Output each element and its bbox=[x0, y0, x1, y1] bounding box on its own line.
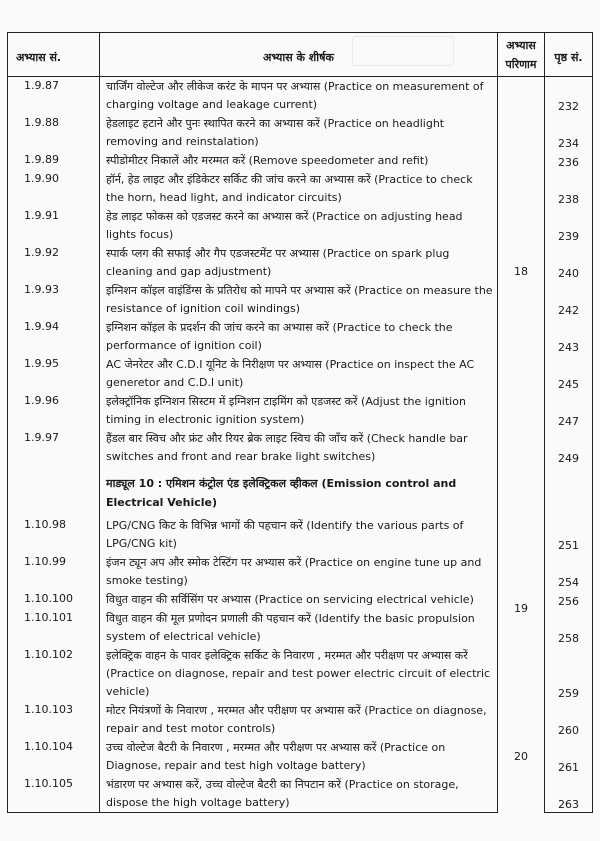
exercise-code: 1.10.100 bbox=[8, 590, 100, 609]
contents-table bbox=[7, 32, 593, 813]
header-title: अभ्यास के शीर्षक bbox=[100, 33, 498, 77]
exercise-title: स्पीडोमीटर निकालें और मरम्मत करें (Remove speedometer and refit) bbox=[100, 151, 498, 170]
page-number: 238 bbox=[545, 170, 593, 207]
table-row bbox=[8, 701, 593, 738]
exercise-title: LPG/CNG किट के विभिन्न भागों की पहचान करें (Identify the various parts of LPG/CNG kit) bbox=[100, 516, 498, 553]
exercise-title: मोटर नियंत्रणों के निवारण , मरम्मत और परीक्षण पर अभ्यास करें (Practice on diagnose, repair and test motor controls) bbox=[100, 701, 498, 738]
header-page: पृष्ठ सं. bbox=[545, 33, 593, 77]
page-number: 243 bbox=[545, 318, 593, 355]
exercise-title: हैंडल बार स्विच और फ्रंट और रियर ब्रेक लाइट स्विच की जाँच करें (Check handle bar switches and front and rear brake light switches) bbox=[100, 429, 498, 466]
exercise-title: विधुत वाहन की मूल प्रणोदन प्रणाली की पहचान करें (Identify the basic propulsion system of electrical vehicle) bbox=[100, 609, 498, 646]
exercise-code: 1.10.101 bbox=[8, 609, 100, 646]
page-number: 261 bbox=[545, 738, 593, 775]
exercise-title: उच्च वोल्टेज बैटरी के निवारण , मरम्मत और परीक्षण पर अभ्यास करें (Practice on Diagnose, repair and test high voltage battery) bbox=[100, 738, 498, 775]
exercise-code: 1.10.105 bbox=[8, 775, 100, 813]
exercise-title: हेडलाइट हटाने और पुनः स्थापित करने का अभ्यास करें (Practice on headlight removing and reinstalation) bbox=[100, 114, 498, 151]
exercise-title: हॉर्न, हेड लाइट और इंडिकेटर सर्किट की जांच करने का अभ्यास करें (Practice to check the horn, head light, and indicator circuits) bbox=[100, 170, 498, 207]
exercise-title: इलेक्ट्रॉनिक इग्निशन सिस्टम में इग्निशन टाइमिंग को एडजस्ट करें (Adjust the ignition timing in electronic ignition system) bbox=[100, 392, 498, 429]
exercise-code: 1.9.96 bbox=[8, 392, 100, 429]
page-number: 240 bbox=[545, 244, 593, 281]
page-number: 236 bbox=[545, 151, 593, 170]
exercise-title: स्पार्क प्लग की सफाई और गैप एडजस्टमेंट पर अभ्यास (Practice on spark plug cleaning and gap adjustment) bbox=[100, 244, 498, 281]
page-number: 234 bbox=[545, 114, 593, 151]
page-number: 256 bbox=[545, 590, 593, 609]
exercise-title: चार्जिंग वोल्टेज और लीकेज करंट के मापन पर अभ्यास (Practice on measurement of charging voltage and leakage current) bbox=[100, 77, 498, 115]
page-number: 260 bbox=[545, 701, 593, 738]
exercise-code: 1.9.87 bbox=[8, 77, 100, 115]
result-cell: 20 bbox=[498, 701, 545, 813]
exercise-code: 1.9.97 bbox=[8, 429, 100, 466]
module-page-cell bbox=[545, 466, 593, 516]
table-row bbox=[8, 516, 593, 553]
exercise-code: 1.9.89 bbox=[8, 151, 100, 170]
exercise-code: 1.10.102 bbox=[8, 646, 100, 701]
exercise-title: AC जेनरेटर और C.D.I यूनिट के निरीक्षण पर अभ्यास (Practice on inspect the AC generetor and C.D.I unit) bbox=[100, 355, 498, 392]
exercise-title: इग्निशन कॉइल के प्रदर्शन की जांच करने का अभ्यास करें (Practice to check the performance of ignition coil) bbox=[100, 318, 498, 355]
table-body bbox=[8, 77, 593, 813]
exercise-code: 1.10.103 bbox=[8, 701, 100, 738]
header-result: अभ्यास परिणाम bbox=[498, 33, 545, 77]
table-row bbox=[8, 77, 593, 115]
exercise-code: 1.10.98 bbox=[8, 516, 100, 553]
page-number: 263 bbox=[545, 775, 593, 813]
page-number: 232 bbox=[545, 77, 593, 115]
exercise-code: 1.9.95 bbox=[8, 355, 100, 392]
exercise-code: 1.9.93 bbox=[8, 281, 100, 318]
header-code: अभ्यास सं. bbox=[8, 33, 100, 77]
page-number: 242 bbox=[545, 281, 593, 318]
page-number: 239 bbox=[545, 207, 593, 244]
exercise-title: विधुत वाहन की सर्विसिंग पर अभ्यास (Practice on servicing electrical vehicle) bbox=[100, 590, 498, 609]
exercise-title: इंजन ट्यून अप और स्मोक टेस्टिंग पर अभ्यास करें (Practice on engine tune up and smoke testing) bbox=[100, 553, 498, 590]
result-cell: 19 bbox=[498, 516, 545, 701]
exercise-code: 1.10.104 bbox=[8, 738, 100, 775]
exercise-title: इग्निशन कॉइल वाइंडिंग्स के प्रतिरोध को मापने पर अभ्यास करें (Practice on measure the resistance of ignition coil windings) bbox=[100, 281, 498, 318]
module-code-cell bbox=[8, 466, 100, 516]
page-number: 251 bbox=[545, 516, 593, 553]
exercise-title: भंडारण पर अभ्यास करें, उच्च वोल्टेज बैटरी का निपटान करें (Practice on storage, dispose the high voltage battery) bbox=[100, 775, 498, 813]
page-number: 259 bbox=[545, 646, 593, 701]
exercise-code: 1.9.91 bbox=[8, 207, 100, 244]
exercise-code: 1.9.94 bbox=[8, 318, 100, 355]
module-heading: माड्यूल 10 : एमिशन कंट्रोल एंड इलेक्ट्रिकल व्हीकल (Emission control and Electrical Vehicle) bbox=[100, 466, 498, 516]
result-cell: 18 bbox=[498, 77, 545, 467]
page-number: 247 bbox=[545, 392, 593, 429]
page-number: 254 bbox=[545, 553, 593, 590]
exercise-title: इलेक्ट्रिक वाहन के पावर इलेक्ट्रिक सर्किट के निवारण , मरम्मत और परीक्षण पर अभ्यास करें (Practice on diagnose, repair and test power electric circuit of electric vehicle) bbox=[100, 646, 498, 701]
module-result-cell bbox=[498, 466, 545, 516]
table-header-row bbox=[8, 33, 593, 77]
exercise-code: 1.10.99 bbox=[8, 553, 100, 590]
page-number: 258 bbox=[545, 609, 593, 646]
exercise-code: 1.9.88 bbox=[8, 114, 100, 151]
page-number: 245 bbox=[545, 355, 593, 392]
exercise-code: 1.9.92 bbox=[8, 244, 100, 281]
exercise-title: हेड लाइट फोकस को एडजस्ट करने का अभ्यास करें (Practice on adjusting head lights focus) bbox=[100, 207, 498, 244]
exercise-code: 1.9.90 bbox=[8, 170, 100, 207]
module-row bbox=[8, 466, 593, 516]
page-number: 249 bbox=[545, 429, 593, 466]
